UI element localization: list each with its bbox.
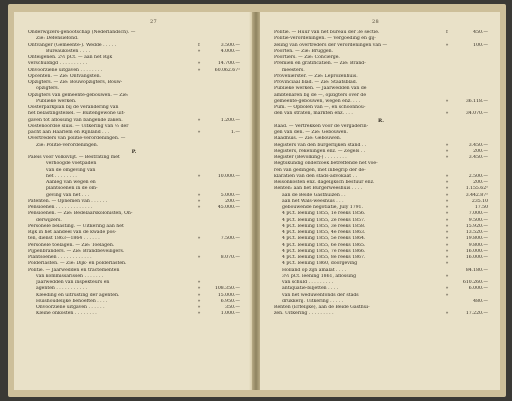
entry-text: geving van het . . . xyxy=(46,192,90,198)
section-letter: R. xyxy=(378,117,384,124)
entry-text: opzigters. xyxy=(36,86,60,92)
entry-amount: 108.350.— xyxy=(214,286,240,292)
entry-amount: 2.500.— xyxy=(468,173,488,179)
entry-text: Regtskundig onderzoek betreffende het voe- xyxy=(274,161,378,167)
entry-text: Publieke werken. — Jaarwedden van de xyxy=(274,86,367,92)
entry-text: Huishoudelijke behoeften . . . . xyxy=(36,298,108,304)
entry-text: ten, dienst 1863—1864 . . . . . . xyxy=(28,236,100,242)
entry-amount: 6.000.— xyxy=(468,286,488,292)
right-page-number: 28 xyxy=(372,19,379,25)
entry-amount: 200.— xyxy=(225,198,240,204)
entry-text: Oostenoordse sluis. — Uitkering van ⅓ der xyxy=(28,123,129,129)
left-page-lines xyxy=(28,30,240,318)
entry-amount: 1.— xyxy=(231,130,240,135)
currency-mark: » xyxy=(445,42,449,48)
currency-mark: » xyxy=(445,273,449,279)
currency-mark: » xyxy=(445,248,449,254)
currency-mark: » xyxy=(197,48,201,54)
entry-amount: 34.070.— xyxy=(465,111,488,117)
entry-text: gemeente-gebouwen, wegen enz. . . . xyxy=(274,98,361,104)
currency-mark: f xyxy=(198,42,200,48)
currency-mark: » xyxy=(197,255,201,260)
entry-amount: 84.180.— xyxy=(465,267,488,273)
entry-text: Pensioenen . . . . . . . . . . . . . xyxy=(28,205,93,210)
entry-text: agenten . . . . . . . . . . . xyxy=(36,286,88,292)
entry-text: gen van den. — Zie: Gebouwen. xyxy=(274,130,348,135)
entry-text: Aanleg van wegen en xyxy=(46,180,96,185)
entry-text: gaven tot aflossing van bangende zaken. xyxy=(28,117,123,123)
entry-amount: 3.450.— xyxy=(468,155,488,160)
entry-text: 4 pCt. leening 1855, 5e reeks 1864. xyxy=(282,236,366,242)
entry-text: Raadhuis. — Zie: Gebouwen. xyxy=(274,136,342,142)
entry-text: Poortiers. — Zie: Concierge. xyxy=(274,55,340,60)
currency-mark: » xyxy=(197,292,201,298)
entry-text: 4 pCt. leening 1855, 8e reeks 1867. xyxy=(282,255,366,260)
entry-text: Opzigters. — Zie: Bouwopzigters, Bouw- xyxy=(28,80,123,85)
entry-text: Zie: Politie-verordeningen. xyxy=(36,142,99,148)
entry-text: Pum. — Opbolen van —, en schoonhou- xyxy=(274,105,366,110)
entry-text: Bureaukosten . . . . xyxy=(46,48,91,54)
entry-amount: 1.000.— xyxy=(220,311,240,317)
entry-text: Renten: aan het Burgerweeshuis . . . . xyxy=(274,186,363,192)
entry-text: plantsoenen in de om- xyxy=(46,186,98,192)
entry-amount: 235.10 xyxy=(471,198,488,204)
open-book xyxy=(8,4,506,397)
entry-text: Pensioenen. — Zie: Bedelaarskolonisten, On- xyxy=(28,211,133,217)
currency-mark: » xyxy=(445,173,449,179)
entry-text: Onvoorziene uitgaven . . . . . . xyxy=(36,305,105,310)
entry-text: den van straten, markten enz. . . . xyxy=(274,111,353,117)
entry-text: Onderwijzers-genootschap (Nederlandsch). — xyxy=(28,30,136,35)
currency-mark: » xyxy=(197,192,201,198)
currency-mark: » xyxy=(445,155,449,160)
section-letter: P. xyxy=(131,148,137,155)
currency-mark: » xyxy=(445,186,449,192)
entry-amount: 5.000.— xyxy=(220,192,240,198)
entry-text: ren van gedingen, met inbegrip der de- xyxy=(274,167,366,173)
entry-amount: 17.220.— xyxy=(465,311,488,317)
entry-amount: 7.500.— xyxy=(220,236,240,242)
currency-mark: f xyxy=(446,30,448,35)
book-gutter xyxy=(252,12,260,390)
left-page xyxy=(14,12,252,390)
entry-amount: 610.260.— xyxy=(462,280,488,285)
entry-text: klaratiën van den stads-advokaat . . xyxy=(274,173,357,179)
entry-text: van kommissarissen . . . . . . . xyxy=(36,273,104,279)
currency-mark: » xyxy=(445,98,449,104)
entry-text: drukkerij. Uitkering . . . . . xyxy=(282,298,344,304)
entry-text: 4 pCt. leening 1855, 2e reeks 1857. xyxy=(282,217,366,223)
right-page-lines xyxy=(274,30,488,318)
entry-amount: 9.800.— xyxy=(468,242,488,248)
entry-text: 4 pCt. leening 1860, doorgeving xyxy=(282,261,358,267)
entry-amount: 15.000.— xyxy=(217,292,240,298)
entry-text: 4 pCt. leening 1855, 1e reeks 1856. xyxy=(282,211,366,217)
currency-mark: » xyxy=(445,223,449,229)
entry-text: van het weduwenfonds der stads xyxy=(282,292,359,298)
entry-text: verschuldigd . . . . . . . . . . xyxy=(28,61,88,67)
entry-amount: 100.— xyxy=(473,42,488,48)
entry-text: verhoogde voetpaden xyxy=(46,161,97,167)
entry-text: Politie-verordeningen. — Vergoeding en gij- xyxy=(274,36,376,42)
entry-text: pacht aan Haarlem en Rijnland . . . xyxy=(28,130,110,135)
currency-mark: » xyxy=(445,180,449,185)
entry-amount: 1.155.62⁵ xyxy=(465,186,488,192)
entry-text: Register (Bevolking-) . . . . . . . . xyxy=(274,155,347,160)
entry-text: Poorten. — Zie: Bruggen. xyxy=(274,48,334,54)
entry-amount: 9.500.— xyxy=(468,217,488,223)
entry-amount: 1.200.— xyxy=(220,117,240,123)
ledger-line xyxy=(28,311,240,317)
entry-amount: 45.000.— xyxy=(217,205,240,210)
currency-mark: » xyxy=(197,198,201,204)
ledger-line xyxy=(274,311,488,317)
entry-text: ambtenaren bij de —, opzigters over de xyxy=(274,92,367,98)
currency-mark: » xyxy=(445,286,449,292)
entry-amount: 60.062.67¹ xyxy=(214,67,240,73)
entry-amount: 200.— xyxy=(473,180,488,185)
entry-text: zen. Uitkering . . . . . . . . . xyxy=(274,311,334,317)
entry-text: Opzigters van gemeente-gebouwen. — Zie: xyxy=(28,92,129,98)
entry-text: Jaarwedden van inspekteurs en xyxy=(36,280,110,285)
entry-text: 3½ pCt. leening 1861, aflossing xyxy=(282,273,357,279)
entry-text: Plantsoenen . . . . . . . . . . . . xyxy=(28,255,92,260)
entry-text: Reisonkosten enz. dagelijksch bestuur enz. xyxy=(274,180,375,185)
currency-mark: » xyxy=(197,117,201,123)
entry-amount: 350.— xyxy=(225,305,240,310)
entry-amount: 450.— xyxy=(473,30,488,35)
entry-text: Publieke werken. xyxy=(36,98,77,104)
entry-text: het belastingstelsel. — Buitengewone uit- xyxy=(28,111,125,117)
entry-text: Paleis voor Volksvlijt. — Bestrating met xyxy=(28,155,120,160)
entry-amount: 3.500.— xyxy=(220,42,240,48)
currency-mark: » xyxy=(197,311,201,317)
currency-mark: » xyxy=(445,211,449,217)
entry-text: 4 pCt. leening 1855, 3e reeks 1858. xyxy=(282,223,366,229)
entry-text: Provinciaal blad. — Zie: Staatsblad. xyxy=(274,80,358,85)
entry-amount: 13.520.— xyxy=(465,230,488,235)
currency-mark: » xyxy=(197,286,201,292)
entry-text: Politie. — Huur van het bureau der 3e sectie. xyxy=(274,30,380,35)
entry-amount: 15.920.— xyxy=(465,223,488,229)
currency-mark: » xyxy=(445,192,449,198)
currency-mark: » xyxy=(445,230,449,235)
entry-text: Onvoorziene uitgaven . . . . . . . . xyxy=(28,67,103,73)
currency-mark: » xyxy=(445,148,449,154)
currency-mark: » xyxy=(197,130,201,135)
entry-text: aan de Beide Gasthuizen . . xyxy=(282,192,346,198)
currency-mark: » xyxy=(445,261,449,267)
currency-mark: » xyxy=(445,292,449,298)
currency-mark: » xyxy=(197,67,201,73)
entry-text: Pijpenbranders. — Zie: Brandbeveiligers. xyxy=(28,248,125,254)
entry-text: Premiën en gratificatiën. — Zie: Brand- xyxy=(274,61,366,67)
entry-text: Onteigenen. 2½ pCt. — aan het Rijk xyxy=(28,55,113,60)
entry-text: zeling van overtreders der verordeningen van — xyxy=(274,42,388,48)
currency-mark: » xyxy=(197,61,201,67)
entry-text: Rijk in het aandeel van de kwade pos- xyxy=(28,230,117,235)
entry-amount: 14.700.— xyxy=(217,61,240,67)
entry-amount: 200.— xyxy=(473,148,488,154)
currency-mark: » xyxy=(197,280,201,285)
entry-text: aan het Wals-weeshuis . . . xyxy=(282,198,344,204)
entry-text: Registers van den burgerlijken stand . . xyxy=(274,142,367,148)
entry-amount: 36.118.— xyxy=(465,98,488,104)
currency-mark: » xyxy=(445,311,449,317)
entry-text: 4 pCt. leening 1855, 7e reeks 1866. xyxy=(282,248,366,254)
entry-text: Patenten. — Opnemen van . . . . . . xyxy=(28,198,108,204)
entry-text: meesters. xyxy=(282,67,305,73)
currency-mark: » xyxy=(445,142,449,148)
entry-text: het . . . . . . . . xyxy=(46,173,77,179)
entry-text: Opcenten. — Zie: Ontvangsten. xyxy=(28,73,101,79)
currency-mark: » xyxy=(197,205,201,210)
entry-amount: 3.450.— xyxy=(468,142,488,148)
entry-amount: 19.800.— xyxy=(465,236,488,242)
entry-text: Kleine onkosten . . . . . . . . xyxy=(36,311,97,317)
entry-text: Ontvanger (Gemeente-). Wedde . . . . . xyxy=(28,42,117,48)
entry-amount: 16.000.— xyxy=(465,248,488,254)
entry-amount: 10.000.— xyxy=(217,173,240,179)
entry-text: 4 pCt. leening 1855, 4e reeks 1863. xyxy=(282,230,366,235)
entry-amount: 7.000.— xyxy=(468,211,488,217)
entry-text: Registers, rekeningen enz. — Zegels . . xyxy=(274,148,366,154)
entry-text: van schuld . . . . . . . . . xyxy=(282,280,334,285)
currency-mark: » xyxy=(445,242,449,248)
entry-amount: 4.000.— xyxy=(220,48,240,54)
entry-text: van de omgeving van xyxy=(46,167,96,173)
currency-mark: » xyxy=(445,236,449,242)
entry-amount: 480.— xyxy=(473,298,488,304)
entry-text: Overtreders van politie-verordeningen. — xyxy=(28,136,126,142)
entry-text: Kleeding en uitrusting der agenten. xyxy=(36,292,120,298)
entry-text: Renten (Erfelijke), aan de Beide Gasthui- xyxy=(274,305,370,310)
entry-text: gebouwende negotiatie, July 1791. xyxy=(282,205,363,210)
entry-text: Provenierster. — Zie: Leprozenhuis. xyxy=(274,73,358,79)
currency-mark: » xyxy=(445,255,449,260)
currency-mark: » xyxy=(197,236,201,242)
entry-amount: 17.50 xyxy=(474,205,488,210)
currency-mark: » xyxy=(197,173,201,179)
entry-text: Raad. — Vertrekken voor de vergaderin- xyxy=(274,123,369,129)
entry-text: derwijzers. xyxy=(36,217,62,223)
entry-amount: 6.950.— xyxy=(220,298,240,304)
entry-text: Oosterparkplan bij de verandering van xyxy=(28,105,119,110)
entry-text: Politie. — Jaarwedden en tractementen xyxy=(28,267,120,273)
currency-mark: » xyxy=(197,305,201,310)
entry-text: Polderlasten. — Zie: Dijk- en polderlasten. xyxy=(28,261,127,267)
right-page xyxy=(260,12,500,390)
currency-mark: » xyxy=(197,298,201,304)
entry-text: Zie: Defensiefond. xyxy=(36,36,79,42)
entry-text: antiquatie-biljetten . . . . xyxy=(282,286,339,292)
entry-amount: 3.442.87⁵ xyxy=(465,192,488,198)
entry-amount: 8.070.— xyxy=(220,255,240,260)
entry-amount: 16.000.— xyxy=(465,255,488,260)
currency-mark: » xyxy=(445,217,449,223)
entry-text: Personele toelagen. — Zie: Toelagen. xyxy=(28,242,115,248)
currency-mark: » xyxy=(445,111,449,117)
left-page-number: 27 xyxy=(150,19,157,25)
entry-text: Holland op zijn amalat . . . . xyxy=(282,267,347,273)
currency-mark: » xyxy=(445,205,449,210)
currency-mark: » xyxy=(445,198,449,204)
entry-text: Personele belasting. — Uitkering aan het xyxy=(28,223,124,229)
entry-text: 4 pCt. leening 1855, 6e reeks 1865. xyxy=(282,242,366,248)
